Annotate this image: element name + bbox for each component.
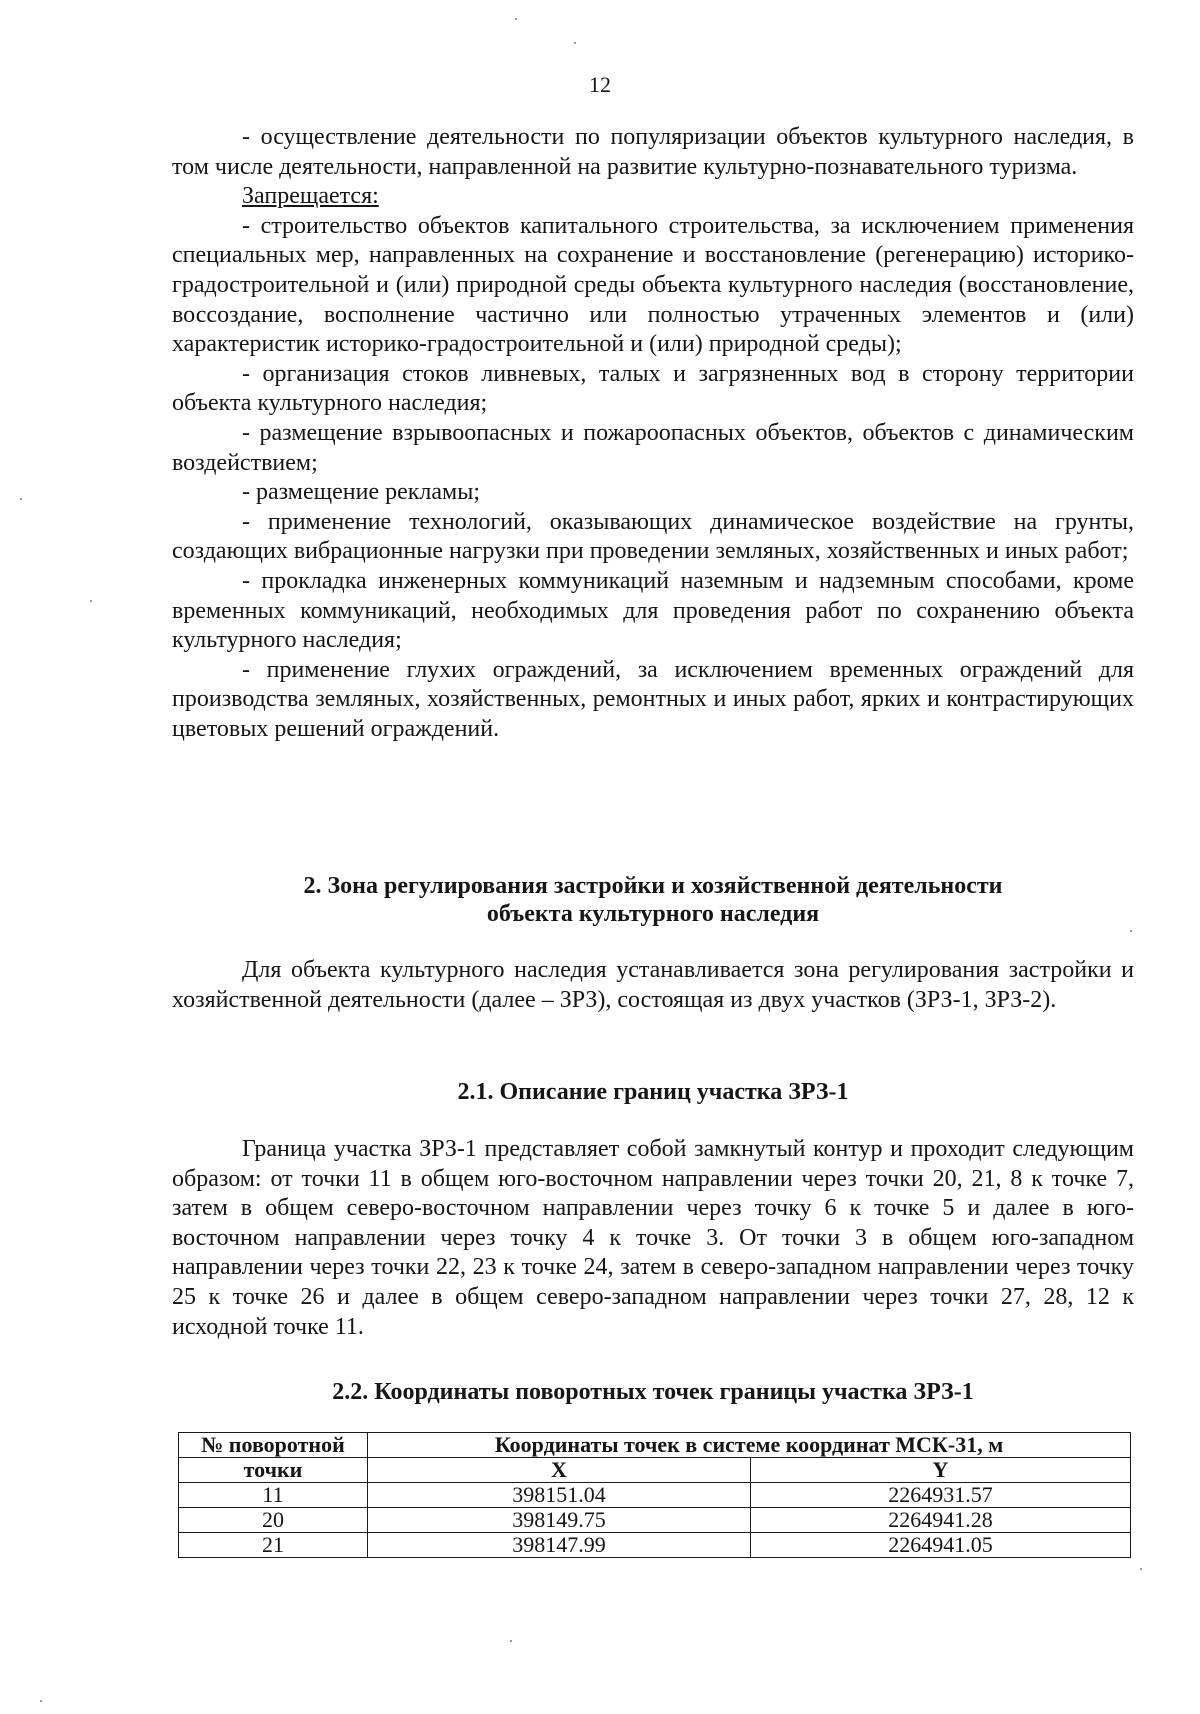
scan-speck: [574, 42, 576, 44]
scan-speck: [20, 498, 22, 500]
scan-speck: [515, 18, 517, 20]
scan-speck: [90, 600, 92, 602]
section-2-paragraph: Для объекта культурного наследия устанавливается зона регулирования застройки и хозяйственной деятельности (далее – ЗРЗ), состоящая из двух участков (ЗРЗ-1, ЗРЗ-2).: [172, 957, 1134, 1013]
permitted-and-prohibited-list: [172, 123, 1134, 744]
header-y: Y: [751, 1458, 1131, 1483]
table-header-row: [179, 1433, 1131, 1458]
table-row: [179, 1483, 1131, 1508]
table-row: [179, 1533, 1131, 1558]
scan-speck: [1130, 930, 1132, 932]
prohibited-item: - применение глухих ограждений, за исключением временных ограждений для производства земляных, хозяйственных, ремонтных и иных работ, ярких и контрастирующих цветовых решений ограждений.: [172, 656, 1134, 742]
coordinates-table: [178, 1432, 1131, 1558]
cell-x: 398147.99: [368, 1533, 751, 1558]
cell-y: 2264931.57: [751, 1483, 1131, 1508]
section-2-heading: [172, 872, 1134, 928]
prohibited-item: - размещение взрывоопасных и пожароопасных объектов, объектов с динамическим воздействием;: [172, 419, 1134, 476]
paragraph-popularization: - осуществление деятельности по популяризации объектов культурного наследия, в том числе деятельности, направленной на развитие культурно-познавательного туризма.: [172, 124, 1134, 180]
section-2-heading-line2: объекта культурного наследия: [486, 901, 820, 927]
section-2-1-heading: 2.1. Описание границ участка ЗРЗ-1: [457, 1079, 849, 1105]
header-point-number-line2: точки: [179, 1458, 368, 1483]
table-header-row: [179, 1458, 1131, 1483]
prohibited-item: - организация стоков ливневых, талых и загрязненных вод в сторону территории объекта культурного наследия;: [172, 360, 1134, 417]
header-coordinates: Координаты точек в системе координат МСК-31, м: [368, 1433, 1131, 1458]
prohibited-item: - размещение рекламы;: [242, 479, 481, 506]
header-point-number-line1: № поворотной: [179, 1433, 368, 1458]
cell-y: 2264941.28: [751, 1508, 1131, 1533]
section-2-1-paragraph: Граница участка ЗРЗ-1 представляет собой замкнутый контур и проходит следующим образом: от точки 11 в общем юго-восточном направлении через точки 20, 21, 8 к точке 7, затем в общем северо-восточном направлении через точку 6 к точке 5 и далее в юго-восточном направлении через точку 4 к точке 3. От точки 3 в общем юго-западном направлении через точки 22, 23 к точке 24, затем в северо-западном направлении через точку 25 к точке 26 и далее в общем северо-западном направлении через точки 27, 28, 12 к исходной точке 11.: [172, 1136, 1134, 1340]
cell-y: 2264941.05: [751, 1533, 1131, 1558]
cell-point: 21: [179, 1533, 368, 1558]
prohibited-item: - прокладка инженерных коммуникаций наземным и надземным способами, кроме временных коммуникаций, необходимых для проведения работ по сохранению объекта культурного наследия;: [172, 567, 1134, 654]
scan-speck: [510, 1640, 512, 1642]
cell-point: 20: [179, 1508, 368, 1533]
cell-x: 398151.04: [368, 1483, 751, 1508]
section-2-2-heading: 2.2. Координаты поворотных точек границы участка ЗРЗ-1: [332, 1379, 974, 1405]
cell-point: 11: [179, 1483, 368, 1508]
scan-speck: [40, 1700, 42, 1702]
scan-speck: [1140, 1568, 1142, 1570]
table-row: [179, 1508, 1131, 1533]
cell-x: 398149.75: [368, 1508, 751, 1533]
section-2-heading-line1: 2. Зона регулирования застройки и хозяйственной деятельности: [303, 873, 1003, 899]
prohibited-label: Запрещается:: [242, 183, 379, 210]
page-number: 12: [589, 72, 611, 97]
header-x: X: [368, 1458, 751, 1483]
prohibited-item: - строительство объектов капитального строительства, за исключением применения специальных мер, направленных на сохранение и восстановление (регенерацию) историко-градостроительной и (или) природной среды объекта культурного наследия (восстановление, воссоздание, восполнение частично или полностью утраченных элементов и (или) характеристик историко-градостроительной и (или) природной среды);: [172, 212, 1134, 358]
prohibited-item: - применение технологий, оказывающих динамическое воздействие на грунты, создающих вибрационные нагрузки при проведении земляных, хозяйственных и иных работ;: [172, 508, 1134, 565]
